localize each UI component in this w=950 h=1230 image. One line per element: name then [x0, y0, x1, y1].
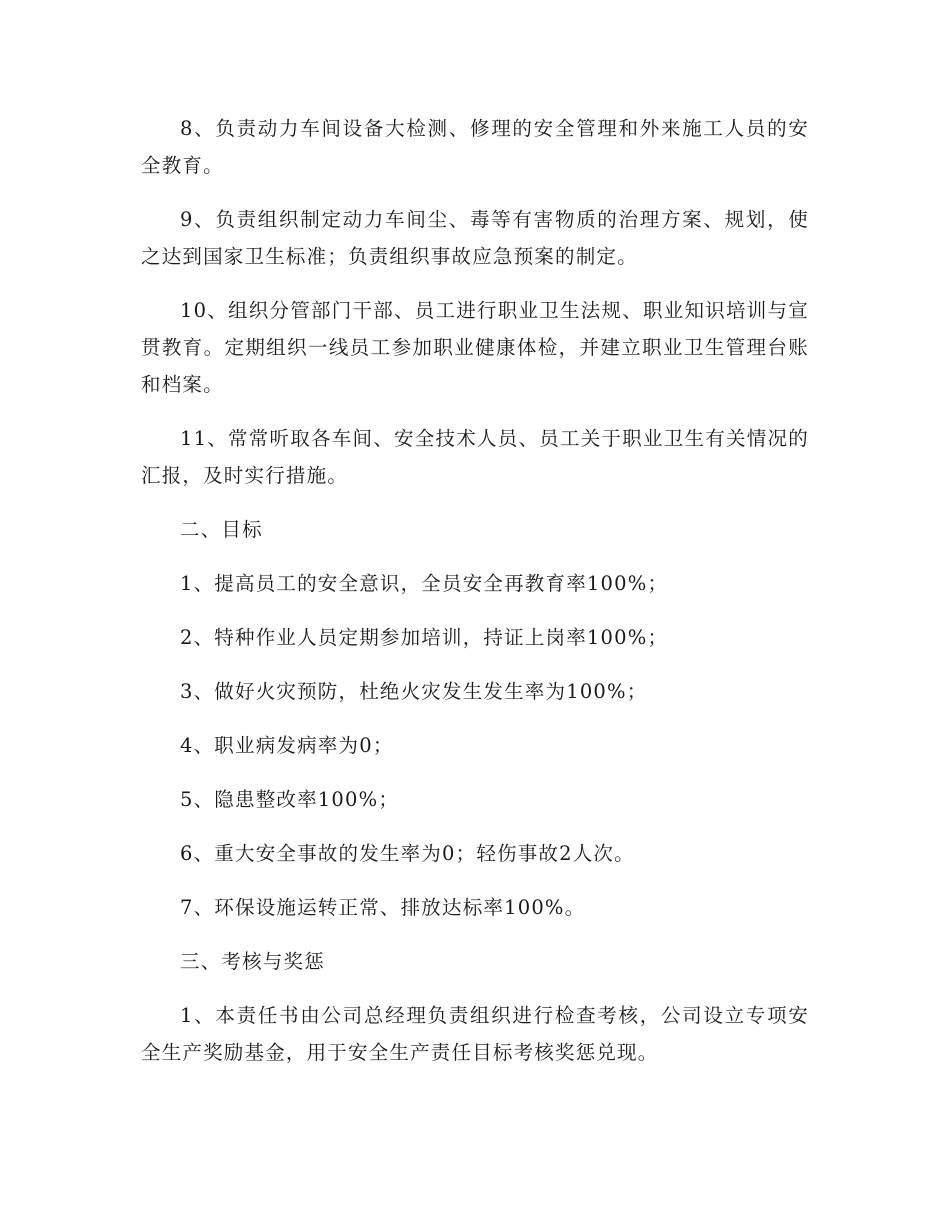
- goal-item-5: 5、隐患整改率100%；: [180, 788, 400, 811]
- paragraph-duty-8: 8、负责动力车间设备大检测、修理的安全管理和外来施工人员的安全教育。: [141, 117, 809, 177]
- goal-item-3: 3、做好火灾预防，杜绝火灾发生发生率为100%；: [180, 680, 648, 703]
- paragraph-duty-11: 11、常常听取各车间、安全技术人员、员工关于职业卫生有关情况的汇报，及时实行措施。: [141, 427, 809, 487]
- document-body: [141, 110, 809, 1088]
- paragraph-duty-10: 10、组织分管部门干部、员工进行职业卫生法规、职业知识培训与宣贯教育。定期组织一线员工参加职业健康体检，并建立职业卫生管理台账和档案。: [141, 299, 809, 396]
- section-heading-goals: 二、目标: [180, 518, 263, 541]
- goal-item-1: 1、提高员工的安全意识，全员安全再教育率100%；: [180, 572, 669, 595]
- goal-item-6: 6、重大安全事故的发生率为0；轻伤事故2人次。: [180, 842, 635, 865]
- goal-item-4: 4、职业病发病率为0；: [180, 734, 394, 757]
- goal-item-7: 7、环保设施运转正常、排放达标率100%。: [180, 896, 586, 919]
- assessment-item-1: 1、本责任书由公司总经理负责组织进行检查考核，公司设立专项安全生产奖励基金，用于安全生产责任目标考核奖惩兑现。: [141, 1004, 809, 1064]
- section-heading-assessment: 三、考核与奖惩: [180, 950, 325, 973]
- paragraph-duty-9: 9、负责组织制定动力车间尘、毒等有害物质的治理方案、规划，使之达到国家卫生标准；负责组织事故应急预案的制定。: [141, 208, 809, 268]
- goal-item-2: 2、特种作业人员定期参加培训，持证上岗率100%；: [180, 626, 669, 649]
